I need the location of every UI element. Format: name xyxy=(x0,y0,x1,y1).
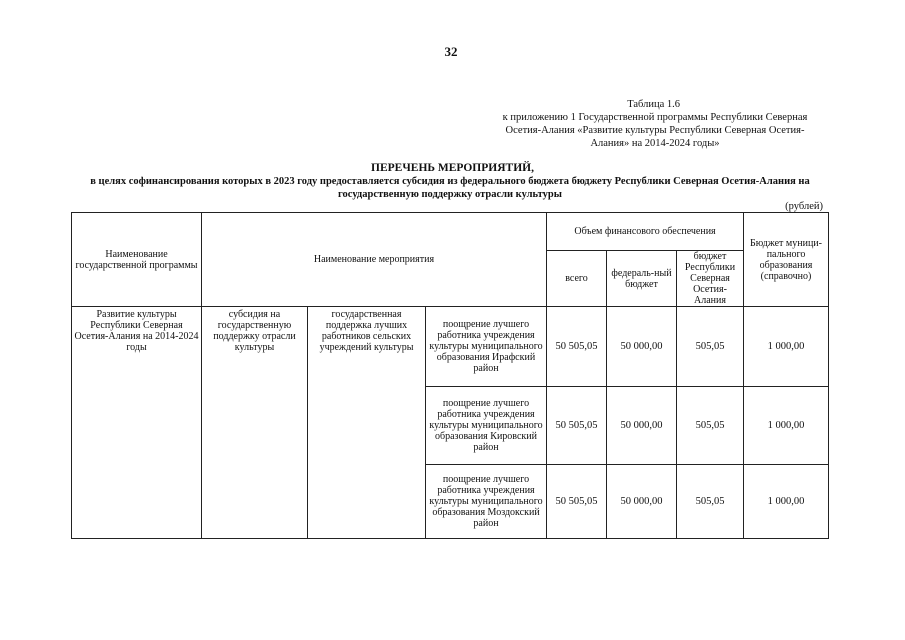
event-cell: поощрение лучшего работника учреждения культуры муниципального образования Моздокский район xyxy=(426,465,547,539)
table-row xyxy=(72,307,829,387)
page-number: 32 xyxy=(444,44,458,59)
document-subtitle: в целях софинансирования которых в 2023 году предоставляется субсидия из федерального бюджета бюджету Республики Северная Осетия-Алания на государственную поддержку отрасли культуры xyxy=(90,176,810,200)
header-row-1 xyxy=(72,213,829,251)
header-event: Наименование мероприятия xyxy=(202,213,547,307)
appendix-line-2: Осетия-Алания «Развитие культуры Республики Северная Осетия- xyxy=(505,125,805,136)
appendix-note xyxy=(490,98,820,150)
federal-cell: 50 000,00 xyxy=(607,465,677,539)
appendix-line-1: к приложению 1 Государственной программы Республики Северная xyxy=(502,112,808,123)
header-program: Наименование государственной программы xyxy=(72,213,202,307)
subsidy-cell: субсидия на государственную поддержку отрасли культуры xyxy=(202,307,308,539)
support-cell: государственная поддержка лучших работников сельских учреждений культуры xyxy=(308,307,426,539)
events-table xyxy=(71,212,829,539)
republic-cell: 505,05 xyxy=(677,307,744,387)
event-cell: поощрение лучшего работника учреждения культуры муниципального образования Ирафский район xyxy=(426,307,547,387)
header-funding: Объем финансового обеспечения xyxy=(547,213,744,251)
federal-cell: 50 000,00 xyxy=(607,387,677,465)
header-total: всего xyxy=(547,251,607,307)
total-cell: 50 505,05 xyxy=(547,465,607,539)
total-cell: 50 505,05 xyxy=(547,307,607,387)
currency-unit: (рублей) xyxy=(785,201,823,212)
appendix-line-3: Алания» на 2014-2024 годы» xyxy=(590,138,720,149)
federal-cell: 50 000,00 xyxy=(607,307,677,387)
program-cell: Развитие культуры Республики Северная Осетия-Алания на 2014-2024 годы xyxy=(72,307,202,539)
header-municipal: Бюджет муници-пального образования (справочно) xyxy=(744,213,829,307)
header-federal: федераль-ный бюджет xyxy=(607,251,677,307)
republic-cell: 505,05 xyxy=(677,387,744,465)
municipal-cell: 1 000,00 xyxy=(744,387,829,465)
document-title: ПЕРЕЧЕНЬ МЕРОПРИЯТИЙ, xyxy=(371,162,534,174)
event-cell: поощрение лучшего работника учреждения культуры муниципального образования Кировский район xyxy=(426,387,547,465)
republic-cell: 505,05 xyxy=(677,465,744,539)
total-cell: 50 505,05 xyxy=(547,387,607,465)
municipal-cell: 1 000,00 xyxy=(744,465,829,539)
table-label: Таблица 1.6 xyxy=(627,99,680,110)
municipal-cell: 1 000,00 xyxy=(744,307,829,387)
header-republic: бюджет Республики Северная Осетия-Алания xyxy=(677,251,744,307)
